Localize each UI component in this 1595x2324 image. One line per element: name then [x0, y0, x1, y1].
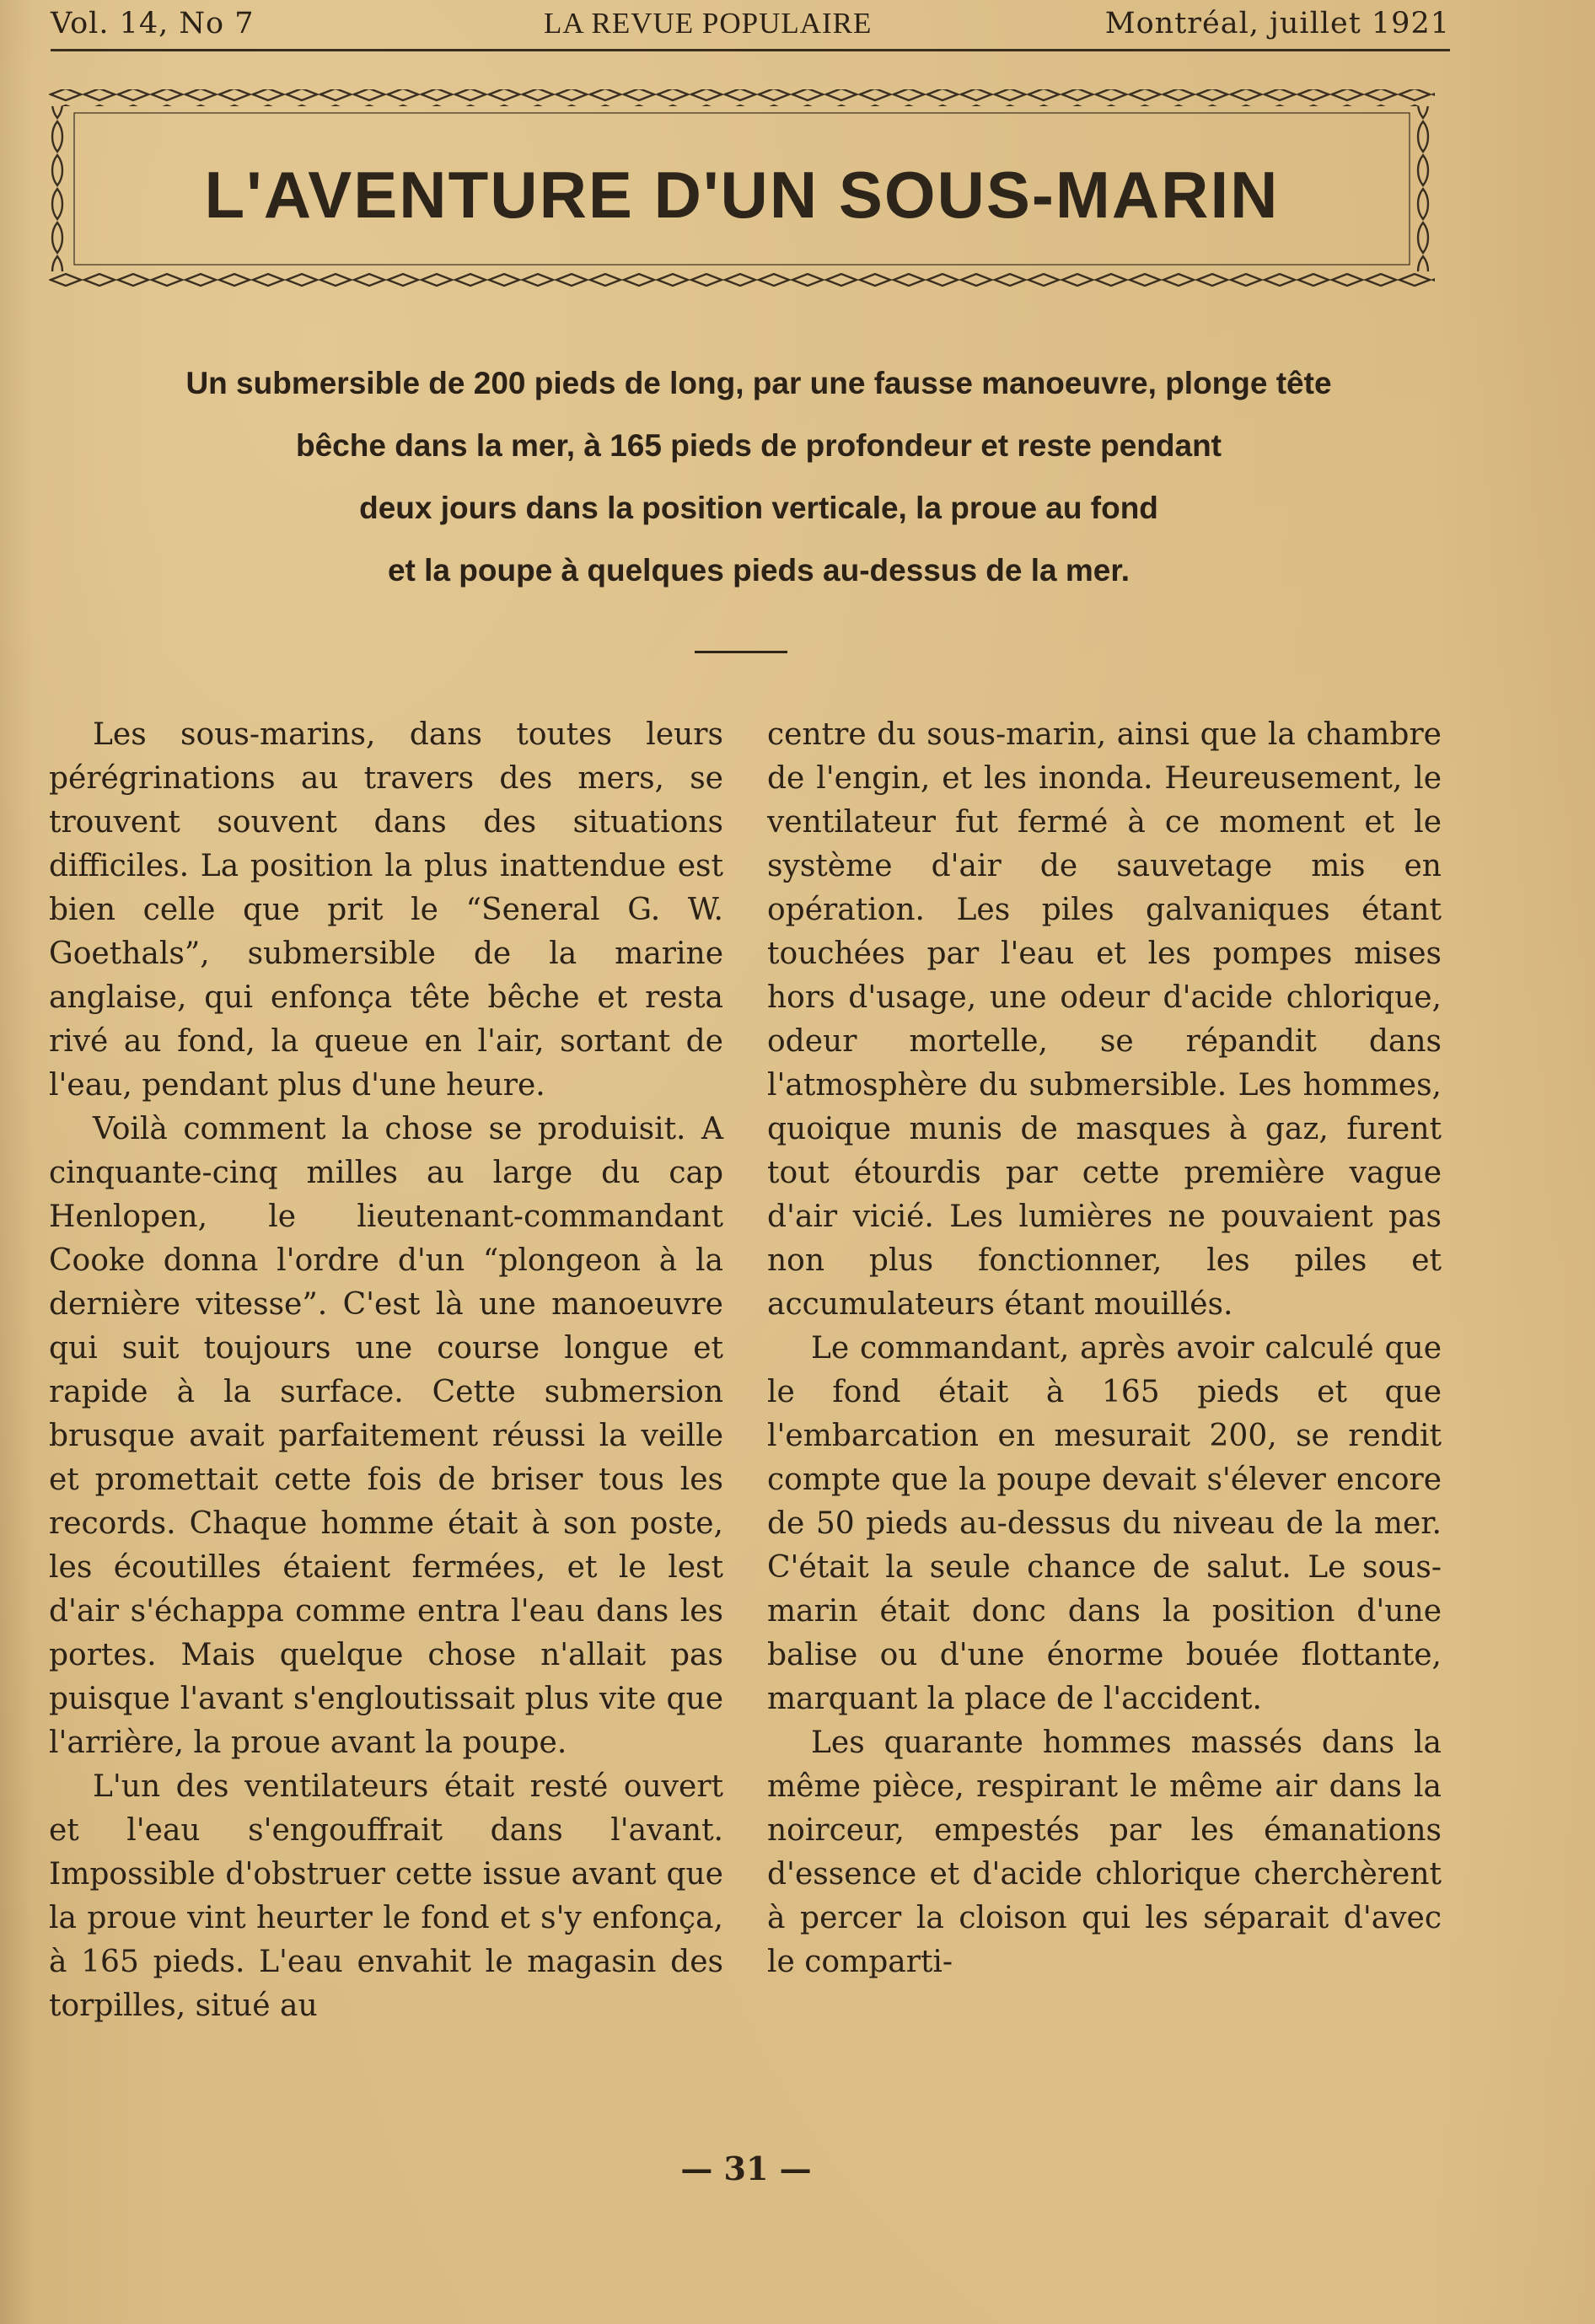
page-number: — 31 —	[680, 2150, 812, 2187]
volume-number: Vol. 14, No 7	[51, 7, 255, 40]
subtitle-line: deux jours dans la position verticale, la proue au fond	[359, 491, 1158, 525]
paragraph: L'un des ventilateurs était resté ouvert et l'eau s'engouffrait dans l'avant. Impossible d'obstruer cette issue avant que la proue vint heurter le fond et s'y enfonça, à 165 pieds. L'eau envahit le magasin des torpilles, situé au	[49, 1769, 723, 2023]
article-subtitle	[51, 352, 1467, 602]
issue-date: Montréal, juillet 1921	[1104, 7, 1450, 40]
publication-title: LA REVUE POPULAIRE	[544, 7, 873, 40]
running-head	[51, 5, 1450, 51]
column-right	[767, 713, 1442, 1984]
subtitle-line: Un submersible de 200 pieds de long, par une fausse manoeuvre, plonge tête	[185, 366, 1332, 400]
paragraph: centre du sous-marin, ainsi que la chambre de l'engin, et les inonda. Heureusement, le ventilateur fut fermé à ce moment et le système d'air de sauvetage mis en opération. Les piles galvaniques étant touchées par l'eau et les pompes mises hors d'usage, une odeur d'acide chlorique, odeur mortelle, se répandit dans l'atmosphère du submersible. Les hommes, quoique munis de masques à gaz, furent tout étourdis par cette première vague d'air vicié. Les lumières ne pouvaient pas non plus fonctionner, les piles et accumulateurs étant mouillés.	[767, 717, 1442, 1322]
paragraph: Le commandant, après avoir calculé que le fond était à 165 pieds et que l'embarcation en mesurait 200, se rendit compte que la poupe devait s'élever encore de 50 pieds au-dessus du niveau de la mer. C'était la seule chance de salut. Le sous-marin était donc dans la position d'une balise ou d'une énorme bouée flottante, marquant la place de l'accident.	[767, 1331, 1442, 1716]
title-frame	[49, 86, 1435, 292]
paragraph: Voilà comment la chose se produisit. A cinquante-cinq milles au large du cap Henlopen, le lieutenant-commandant Cooke donna l'ordre d'un “plongeon à la dernière vitesse”. C'est là une manoeuvre qui suit toujours une course longue et rapide à la surface. Cette submersion brusque avait parfaitement réussi la veille et promettait cette fois de briser tous les records. Chaque homme était à son poste, les écoutilles étaient fermées, et le lest d'air s'échappa comme entra l'eau dans les portes. Mais quelque chose n'allait pas puisque l'avant s'engloutissait plus vite que l'arrière, la proue avant la poupe.	[49, 1112, 723, 1760]
paragraph: Les sous-marins, dans toutes leurs pérégrinations au travers des mers, se trouvent souvent dans des situations difficiles. La position la plus inattendue est bien celle que prit le “Seneral G. W. Goethals”, submersible de la marine anglaise, qui enfonça tête bêche et resta rivé au fond, la queue en l'air, sortant de l'eau, pendant plus d'une heure.	[49, 717, 723, 1103]
section-divider	[695, 651, 787, 653]
subtitle-line: et la poupe à quelques pieds au-dessus de la mer.	[387, 553, 1130, 588]
paragraph: Les quarante hommes massés dans la même pièce, respirant le même air dans la noirceur, empestés par les émanations d'essence et d'acide chlorique cherchèrent à percer la cloison qui les séparait d'avec le comparti-	[767, 1726, 1442, 1979]
article-title: L'AVENTURE D'UN SOUS-MARIN	[204, 158, 1280, 232]
column-left	[49, 713, 723, 2028]
subtitle-line: bêche dans la mer, à 165 pieds de profondeur et reste pendant	[295, 428, 1222, 463]
